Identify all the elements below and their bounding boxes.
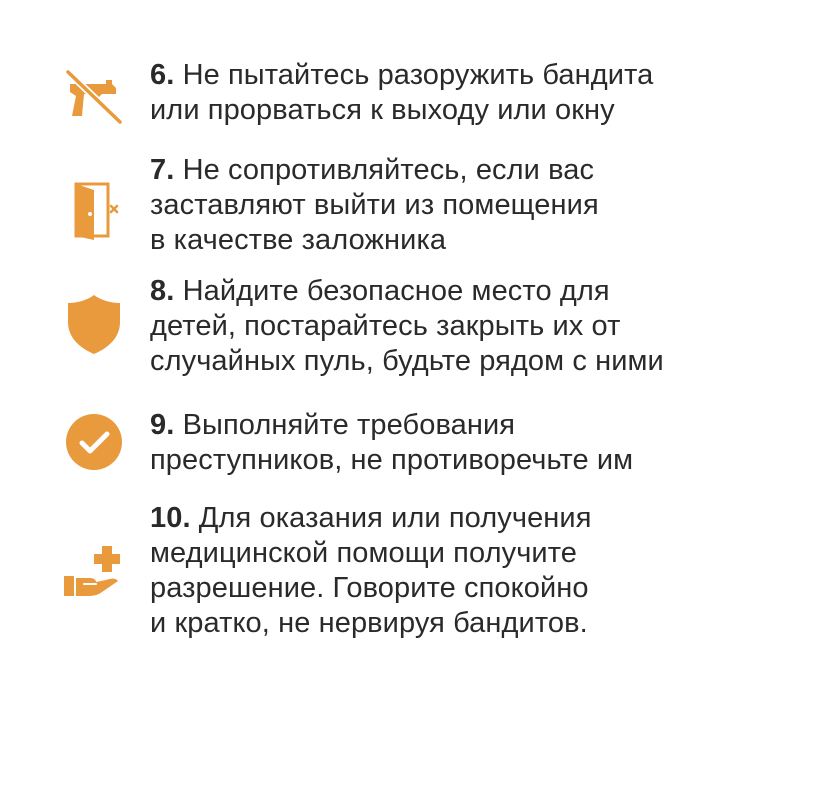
instruction-text-8 bbox=[150, 274, 790, 379]
shield-icon bbox=[62, 292, 126, 356]
instruction-number: 10. bbox=[150, 502, 191, 534]
instruction-line: преступников, не противоречьте им bbox=[150, 444, 634, 476]
medical-help-hand-icon bbox=[62, 540, 126, 604]
instruction-line: или прорваться к выходу или окну bbox=[150, 94, 615, 126]
instruction-line: разрешение. Говорите спокойно bbox=[150, 572, 589, 604]
instruction-line: Для оказания или получения bbox=[198, 502, 592, 534]
instruction-line: Не пытайтесь разоружить бандита bbox=[182, 59, 654, 91]
instruction-line: медицинской помощи получите bbox=[150, 537, 577, 569]
instruction-line: Выполняйте требования bbox=[182, 409, 516, 441]
instruction-line: в качестве заложника bbox=[150, 224, 447, 256]
instruction-line: случайных пуль, будьте рядом с ними bbox=[150, 345, 664, 377]
instruction-number: 9. bbox=[150, 409, 175, 441]
door-exit-icon bbox=[62, 178, 126, 242]
instruction-text-9 bbox=[150, 408, 790, 478]
instruction-text-7 bbox=[150, 153, 790, 258]
instruction-line: Не сопротивляйтесь, если вас bbox=[182, 154, 595, 186]
instruction-line: заставляют выйти из помещения bbox=[150, 189, 599, 221]
instruction-text-10 bbox=[150, 501, 790, 641]
instruction-number: 6. bbox=[150, 59, 175, 91]
check-circle-icon bbox=[62, 410, 126, 474]
instruction-number: 8. bbox=[150, 275, 175, 307]
instruction-line: детей, постарайтесь закрыть их от bbox=[150, 310, 621, 342]
instruction-text-6 bbox=[150, 58, 790, 128]
no-weapon-icon bbox=[62, 64, 126, 128]
instruction-number: 7. bbox=[150, 154, 175, 186]
instruction-line: и кратко, не нервируя бандитов. bbox=[150, 607, 588, 639]
instruction-line: Найдите безопасное место для bbox=[182, 275, 610, 307]
